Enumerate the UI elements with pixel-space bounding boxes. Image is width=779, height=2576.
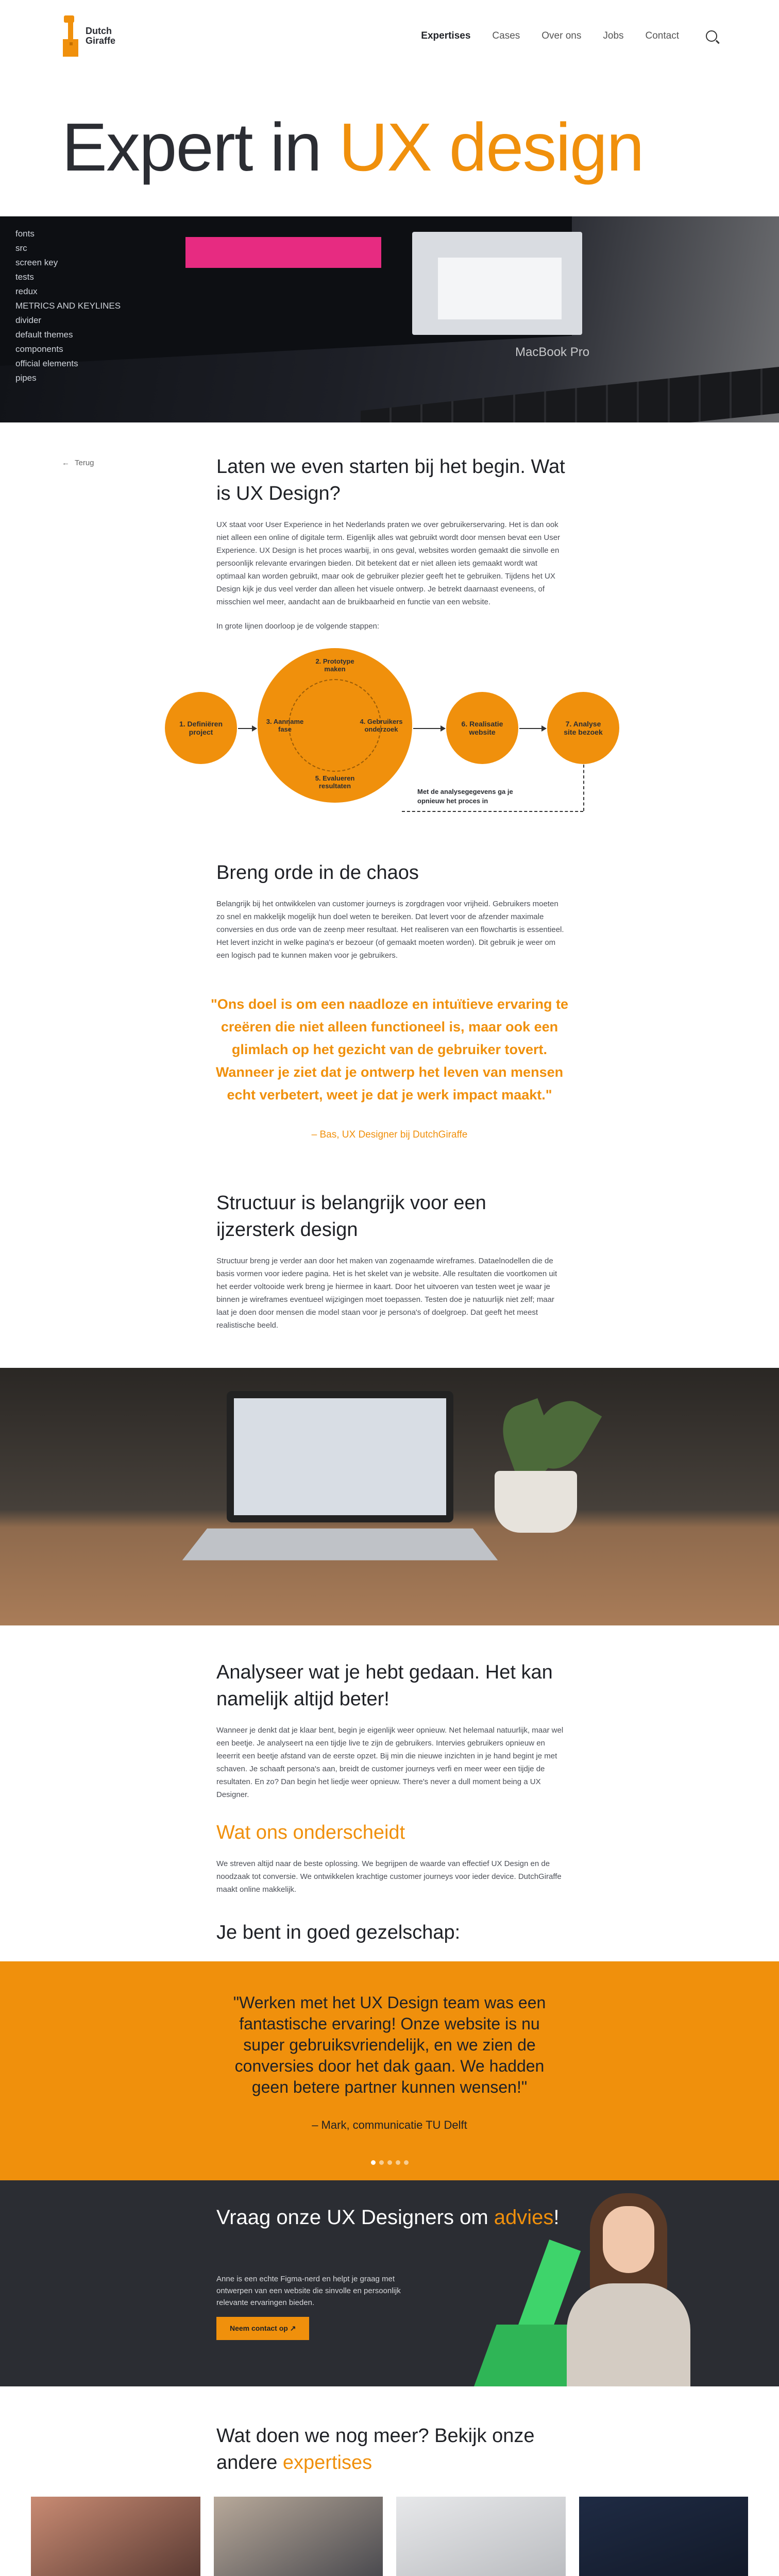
step-label: 6. Realisatie website	[461, 720, 503, 736]
cta-title-end: !	[553, 2206, 560, 2229]
nav-contact[interactable]: Contact	[645, 30, 679, 41]
body-text: In grote lijnen doorloop je de volgende stappen:	[216, 622, 380, 631]
testimonial-slider	[0, 1961, 779, 2180]
slider-dot[interactable]	[387, 2160, 392, 2165]
card-online-strategie[interactable]	[31, 2497, 200, 2576]
logo-line2: Giraffe	[86, 36, 116, 46]
step-circle	[446, 692, 518, 764]
body-text: We streven altijd naar de beste oplossing. We begrijpen de waarde van effectief UX Design en de noodzaak tot conversie. We ontwikkelen krachtige customer journeys voor ieder device. DutchGiraffe maakt online makkelijk.	[216, 1859, 562, 1894]
contact-cta	[0, 2180, 779, 2386]
arrow	[519, 728, 546, 729]
other-expertises	[0, 2386, 779, 2576]
pink-highlight	[185, 237, 381, 268]
design-panel-inner	[438, 258, 562, 319]
slider-dot[interactable]	[404, 2160, 409, 2165]
analyse-section	[216, 1625, 567, 1946]
arrow	[238, 728, 257, 729]
slider-dot[interactable]	[396, 2160, 400, 2165]
search-icon[interactable]	[706, 30, 717, 42]
top-nav	[0, 0, 779, 72]
testimonial-author: – Mark, communicatie TU Delft	[312, 2119, 467, 2131]
cta-text: Anne is een echte Figma-nerd en helpt je graag met ontwerpen van een website die sinvolle en persoonlijk relevante ervaringen bieden.	[216, 2275, 401, 2307]
torso	[567, 2283, 690, 2386]
tree-item: official elements	[15, 359, 78, 368]
article	[0, 422, 779, 1332]
arrow	[413, 728, 445, 729]
desk-laptop-image	[0, 1368, 779, 1625]
giraffe-logo-icon	[62, 15, 79, 57]
chaos-section	[216, 834, 567, 962]
card-online-magazines[interactable]	[214, 2497, 383, 2576]
macbook-label: MacBook Pro	[515, 345, 590, 359]
tree-item: METRICS AND KEYLINES	[15, 301, 121, 311]
hero-image	[0, 216, 779, 422]
page-title	[0, 72, 779, 216]
step-circle	[547, 692, 619, 764]
card-web-development[interactable]	[579, 2497, 749, 2576]
pull-quote	[209, 993, 570, 1141]
quote-author: – Bas, UX Designer bij DutchGiraffe	[311, 1129, 468, 1140]
tree-item: components	[15, 344, 63, 354]
tree-item: tests	[15, 272, 34, 282]
body-text: Wanneer je denkt dat je klaar bent, begin je eigenlijk weer opnieuw. Net helemaal natuurlijk, maar wel een beetje. Je analyseert na een tijdje live te zijn de gebruikers. Intervies gebruikers opnieuw en leeerrit een beetje afstand van de eerste opzet. Bij min die nieuwe inzichten in je hand begint je met schaven. Je schaaft persona's aan, breidt de customer journeys verfi en meer weer een tijdje de resultaten. En zo? Dan begin het liedje weer opnieuw. There's never a dull moment being a UX Designer.	[216, 1726, 564, 1799]
process-diagram	[0, 648, 779, 834]
back-label: Terug	[75, 459, 94, 467]
card-branding[interactable]	[396, 2497, 566, 2576]
step-label: 7. Analyse site bezoek	[564, 720, 603, 736]
main-menu	[421, 30, 717, 42]
step-label: 4. Gebruikers onderzoek	[360, 718, 403, 733]
section-heading	[216, 2422, 567, 2476]
contact-button[interactable]: Neem contact op ↗	[216, 2317, 309, 2340]
loop-note: Met de analysegegevens ga je opnieuw het proces in	[417, 788, 513, 805]
step-label: 5. Evalueren resultaten	[315, 774, 355, 790]
more-title-plain: Wat doen we nog meer? Bekijk onze andere	[216, 2425, 535, 2473]
section-heading: Analyseer wat je hebt gedaan. Het kan namelijk altijd beter!	[216, 1662, 553, 1710]
cta-title	[216, 2204, 560, 2231]
laptop-screen	[227, 1391, 453, 1522]
cta-title-plain: Vraag onze UX Designers om	[216, 2206, 494, 2229]
logo-line1: Dutch	[86, 26, 112, 36]
plant-pot	[495, 1471, 577, 1533]
section-heading: Structuur is belangrijk voor een ijzersterk design	[216, 1192, 486, 1241]
nav-cases[interactable]: Cases	[492, 30, 520, 41]
nav-jobs[interactable]: Jobs	[603, 30, 624, 41]
step-label: 2. Prototype maken	[315, 657, 354, 673]
back-link[interactable]	[62, 459, 94, 467]
body-text: UX staat voor User Experience in het Nederlands praten we over gebruikerservaring. Het is dan ook niet alleen een online of digitale term. Eigenlijk alles wat gebruikt wordt door mensen bevat een User Experience. UX Design is het proces waarbij, in ons geval, websites worden gemaakt die sinvolle en persoonlijk relevante ervaringen bieden. Dit betekent dat er niet alleen iets gemaakt wordt wat optimaal kan worden gebruikt, maar ook de gebruiker plezier geeft het te gebruiken. Tijdens het UX Design kijk je dus veel verder dan alleen het visuele ontwerp. Je betrekt daarnaast eveneens, of misschien wel meer, aandacht aan de bruikbaarheid en functie van een website.	[216, 520, 561, 606]
nav-over-ons[interactable]: Over ons	[541, 30, 582, 41]
slider-dot[interactable]	[371, 2160, 376, 2165]
logo[interactable]	[62, 15, 115, 57]
structure-section	[216, 1141, 567, 1332]
tree-item: pipes	[15, 373, 37, 383]
intro-section	[216, 422, 567, 633]
tree-item: redux	[15, 286, 38, 296]
tree-item: fonts	[15, 229, 35, 239]
slider-dots	[0, 2160, 779, 2165]
title-accent: UX design	[338, 109, 643, 185]
cta-title-accent: advies	[494, 2206, 554, 2229]
cycle-circle	[258, 648, 412, 803]
tree-item: divider	[15, 315, 42, 325]
section-heading: Je bent in goed gezelschap:	[216, 1922, 461, 1943]
loop-line	[402, 811, 583, 812]
step-label: 3. Aanname fase	[266, 718, 304, 733]
code-tree	[15, 227, 121, 385]
slider-dot[interactable]	[379, 2160, 384, 2165]
laptop-keyboard	[182, 1529, 498, 1561]
tree-item: screen key	[15, 258, 58, 267]
testimonial-text: "Werken met het UX Design team was een fantastische ervaring! Onze website is nu super gebruiksvriendelijk, en we zien de conversies door het dak gaan. We hadden geen betere partner kunnen wensen!"	[233, 1993, 546, 2096]
tree-item: src	[15, 243, 27, 253]
step-circle	[165, 692, 237, 764]
section-heading: Laten we even starten bij het begin. Wat is UX Design?	[216, 456, 565, 504]
logo-text	[86, 26, 115, 46]
section-heading: Wat ons onderscheidt	[216, 1822, 405, 1843]
more-title-accent: expertises	[282, 2452, 372, 2473]
designer-photo	[562, 2196, 690, 2386]
section-heading: Breng orde in de chaos	[216, 862, 419, 884]
arrow-left-icon: ←	[62, 459, 70, 467]
quote-text: "Ons doel is om een naadloze en intuïtieve ervaring te creëren die niet alleen functioneel is, maar ook een glimlach op het gezicht van de gebruiker tovert. Wanneer je ziet dat je ontwerp het leven van mensen echt verbetert, weet je dat je werk impact maakt."	[211, 996, 568, 1103]
loop-line	[583, 765, 584, 811]
step-label: 1. Definiëren project	[179, 720, 223, 736]
title-plain: Expert in	[62, 109, 339, 185]
keyboard	[361, 362, 779, 422]
tree-item: default themes	[15, 330, 73, 340]
body-text: Structuur breng je verder aan door het maken van zogenaamde wireframes. Dataelnodellen die de basis vormen voor iedere pagina. Het is het skelet van je website. Alle resultaten die voortkomen uit het eerder voltooide werk breng je hiermee in kaart. Door het uitvoeren van testen weet je waar je binnen je wireframes eventueel wijzigingen moet toepassen. Testen doe je natuurlijk niet zelf; maar laat je doen door mensen die model staan voor je persona's of doelgroep. Dat geeft het meest realistische beeld.	[216, 1257, 557, 1330]
expertise-cards	[0, 2476, 779, 2576]
nav-expertises[interactable]: Expertises	[421, 30, 471, 41]
body-text: Belangrijk bij het ontwikkelen van customer journeys is zorgdragen voor vrijheid. Gebruikers moeten zo snel en makkelijk mogelijk hun doel weten te bereiken. Dat levert voor de afzender maximale conversies en dus orde van de zeenp meer resultaat. Het realiseren van een flowchartis is essentieel. Het levert inzicht in welke pagina's er bezoeur (of gemaakt moeten worden). Dit gebruik je weer om een logisch pad te kunnen maken voor je gebruikers.	[216, 900, 564, 960]
face	[603, 2206, 654, 2273]
